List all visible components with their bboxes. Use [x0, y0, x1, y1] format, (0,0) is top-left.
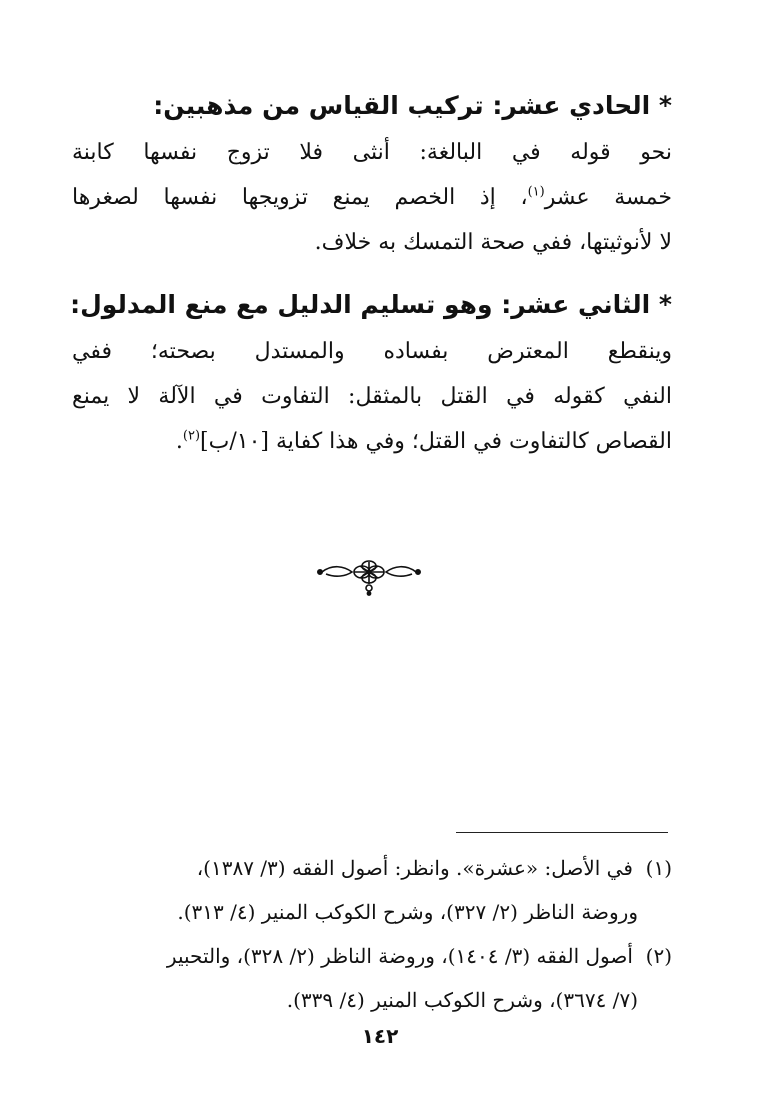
- ornament-divider-icon: [314, 554, 424, 598]
- text-fragment: ، إذ الخصم يمنع تزويجها نفسها لصغرها: [72, 185, 528, 210]
- page-number: ١٤٢: [361, 1024, 399, 1048]
- text-fragment: القصاص كالتفاوت في القتل؛ وفي هذا كفاية [١٠/ب]: [200, 429, 672, 454]
- footnotes: [72, 846, 672, 1022]
- text-line: النفي كقوله في القتل بالمثقل: التفاوت في الآلة لا يمنع: [72, 384, 672, 409]
- footnote-line: وروضة الناظر (٢/ ٣٢٧)، وشرح الكوكب المنير (٤/ ٣١٣).: [177, 900, 638, 924]
- text-line: [72, 419, 672, 464]
- footnote-number: (٢): [645, 944, 672, 968]
- footnote-text: في الأصل: «عشرة». وانظر: أصول الفقه (٣/ ١٣٨٧)،: [196, 856, 633, 880]
- section-heading-12: * الثاني عشر: وهو تسليم الدليل مع منع المدلول:: [70, 290, 672, 319]
- footnote-number: (١): [645, 856, 672, 880]
- text-fragment: خمسة عشر: [544, 185, 673, 210]
- footnote-2: [72, 934, 672, 1022]
- footnote-line: [72, 934, 672, 978]
- footnote-line: [72, 846, 672, 890]
- section-11-paragraph: [72, 130, 672, 265]
- footnote-text: أصول الفقه (٣/ ١٤٠٤)، وروضة الناظر (٢/ ٣٢٨)، والتحبير: [166, 944, 633, 968]
- section-heading-11: * الحادي عشر: تركيب القياس من مذهبين:: [153, 91, 672, 120]
- footnote-separator: [456, 832, 668, 833]
- text-line: نحو قوله في البالغة: أنثى فلا تزوج نفسها كابنة: [72, 140, 672, 165]
- footnote-ref-2[interactable]: (٢): [182, 428, 201, 444]
- text-line: وينقطع المعترض بفساده والمستدل بصحته؛ ففي: [72, 339, 672, 364]
- text-fragment: .: [175, 429, 183, 454]
- footnote-line: (٧/ ٣٦٧٤)، وشرح الكوكب المنير (٤/ ٣٣٩).: [286, 988, 638, 1012]
- footnote-ref-1[interactable]: (١): [527, 184, 545, 200]
- section-12-paragraph: [72, 329, 672, 464]
- text-line: لا لأنوثيتها، ففي صحة التمسك به خلاف.: [314, 230, 672, 255]
- main-text: [72, 82, 672, 464]
- footnote-1: [72, 846, 672, 934]
- text-line: [72, 175, 672, 220]
